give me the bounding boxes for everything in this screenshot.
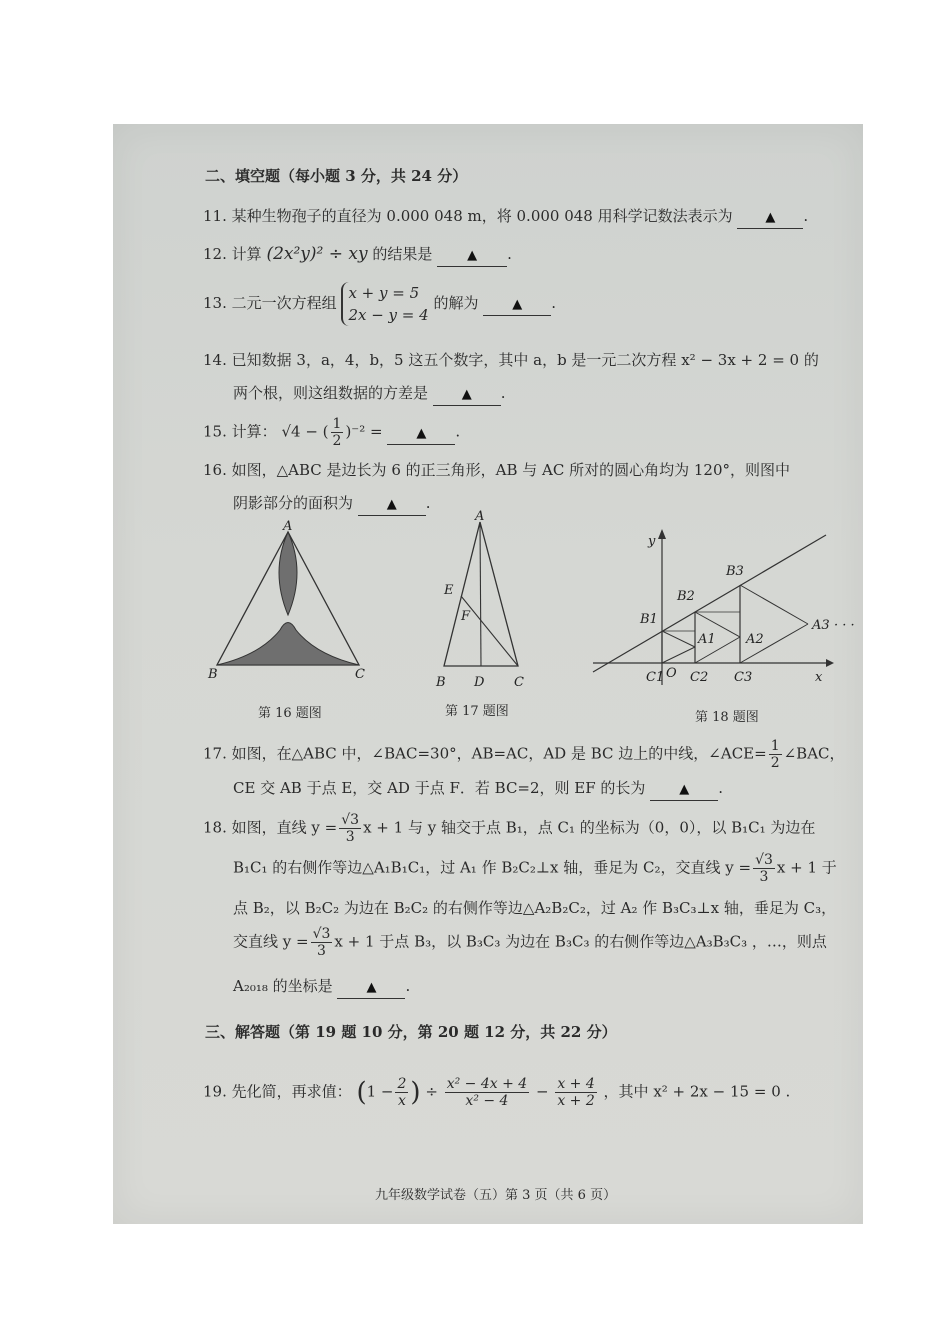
q19-right-paren: ) (410, 1077, 421, 1108)
q13-prefix: 二元一次方程组 (231, 294, 337, 312)
q16-number: 16. (203, 461, 227, 479)
q16-answer-blank (358, 493, 426, 516)
q13-answer-blank (483, 293, 551, 316)
q13-equation-system (341, 282, 428, 326)
q18-line2-b: x + 1 于 (776, 858, 837, 877)
question-16-line1 (203, 460, 790, 480)
q19-frac2-den: x² − 4 (465, 1093, 509, 1109)
q18-frac3-den: 3 (317, 943, 326, 959)
q17-text-prefix: 如图，在△ABC 中，∠BAC=30°，AB=AC，AD 是 BC 边上的中线，∠ACE= (231, 744, 767, 763)
q12-number: 12. (203, 245, 227, 263)
q18-fraction-1 (339, 812, 361, 845)
q17-frac-num: 1 (770, 738, 780, 754)
f17-label-F: F (461, 609, 471, 624)
question-18-line1 (203, 812, 815, 852)
q19-number: 19. (203, 1082, 227, 1101)
q12-expression: (2x²y)² ÷ xy (266, 244, 368, 264)
q18-line1-b: x + 1 与 y 轴交于点 B₁，点 C₁ 的坐标为（0，0），以 B₁C₁ 为边在 (363, 818, 816, 837)
figure-17 (428, 506, 538, 691)
q18-frac2-num: √3 (755, 852, 773, 868)
section3-title: 三、解答题（第 19 题 10 分，第 20 题 12 分，共 22 分） (205, 1023, 617, 1041)
f18-label-C3: C3 (734, 670, 753, 685)
q15-number: 15. (203, 422, 227, 441)
q16-text-line1: 如图，△ABC 是边长为 6 的正三角形，AB 与 AC 所对的圆心角均为 120°，则图中 (231, 461, 791, 479)
blank-triangle-icon: ▲ (467, 248, 478, 263)
q18-frac2-den: 3 (759, 869, 769, 885)
q19-frac3-den: x + 2 (557, 1093, 595, 1109)
f17-label-C: C (514, 675, 524, 690)
q13-number: 13. (203, 294, 227, 312)
question-18-line2 (233, 852, 837, 892)
q17-frac-den: 2 (770, 755, 780, 771)
f18-label-A2: A2 (746, 632, 764, 647)
f17-label-D: D (474, 675, 485, 690)
q19-suffix: ，其中 x² + 2x − 15 = 0 . (603, 1082, 791, 1101)
q17-text-suffix: ∠BAC， (783, 744, 845, 763)
page-footer: 九年级数学试卷（五）第 3 页（共 6 页） (375, 1188, 617, 1203)
question-18-line3: 点 B₂，以 B₂C₂ 为边在 B₂C₂ 的右侧作等边△A₂B₂C₂，过 A₂ 作 B₃C₃⊥x 轴，垂足为 C₃， (233, 899, 837, 917)
figure-18-caption: 第 18 题图 (695, 710, 759, 725)
q15-sqrt: √4 (281, 422, 301, 441)
q19-fraction-1 (395, 1076, 408, 1109)
blank-triangle-icon: ▲ (512, 297, 523, 312)
q19-divide: ÷ (425, 1082, 438, 1101)
q19-one-minus: 1 − (366, 1082, 394, 1101)
q13-equation-1: x + y = 5 (348, 284, 420, 302)
f16-label-C: C (355, 667, 365, 682)
q17-number: 17. (203, 744, 227, 763)
figure-16 (200, 520, 380, 690)
q15-fraction (331, 416, 344, 449)
f18-label-dots: · · · (834, 618, 855, 633)
f18-label-O: O (666, 666, 677, 681)
figure-17-caption: 第 17 题图 (445, 704, 509, 719)
q18-line2-a: B₁C₁ 的右侧作等边△A₁B₁C₁，过 A₁ 作 B₂C₂⊥x 轴，垂足为 C₂，交直线 y = (233, 858, 752, 877)
q19-frac3-num: x + 4 (557, 1076, 595, 1092)
question-19 (203, 1076, 790, 1120)
q14-text-line2: 两个根，则这组数据的方差是 (233, 384, 429, 402)
q18-answer-blank (337, 976, 405, 999)
q18-number: 18. (203, 818, 227, 837)
q15-prefix: 计算： (231, 422, 277, 441)
f18-label-B3: B3 (726, 564, 744, 579)
question-18-line4 (233, 926, 827, 966)
q15-suffix: )⁻² = (345, 422, 383, 441)
f18-label-A3: A3 (812, 618, 830, 633)
q18-line4-a: 交直线 y = (233, 932, 309, 951)
question-13: 13. 二元一次方程组 x + y = 5 2x − y = 4 的解为 ▲ . (203, 284, 557, 324)
q11-text: 某种生物孢子的直径为 0.000 048 m，将 0.000 048 用科学记数法表示为 (231, 207, 733, 225)
f18-label-B2: B2 (677, 589, 695, 604)
q18-frac3-num: √3 (312, 926, 331, 942)
f16-label-B: B (208, 667, 218, 682)
question-12: 12. 计算 (2x²y)² ÷ xy 的结果是 ▲ . (203, 244, 512, 267)
q18-frac1-num: √3 (341, 812, 360, 828)
q15-answer-blank (387, 422, 455, 445)
q18-line1-a: 如图，直线 y = (231, 818, 338, 837)
q16-text-line2: 阴影部分的面积为 (233, 494, 354, 512)
q12-answer-blank (437, 244, 507, 267)
q14-text-line1: 已知数据 3，a，4，b，5 这五个数字，其中 a，b 是一元二次方程 x² − 3x + 2 = 0 的 (231, 351, 819, 369)
q14-number: 14. (203, 351, 227, 369)
f16-label-A: A (283, 520, 293, 534)
question-17-line2: CE 交 AB 于点 E，交 AD 于点 F．若 BC=2，则 EF 的长为 ▲ . (233, 778, 723, 801)
q13-suffix: 的解为 (433, 294, 479, 312)
q13-equation-2: 2x − y = 4 (348, 306, 429, 324)
question-17-line1 (203, 738, 845, 772)
f17-label-B: B (436, 675, 446, 690)
q19-prefix: 先化简，再求值： (231, 1082, 352, 1101)
question-16-line2: 阴影部分的面积为 ▲ . (233, 493, 431, 516)
q18-line4-b: x + 1 于点 B₃，以 B₃C₃ 为边在 B₃C₃ 的右侧作等边△A₃B₃C₃ ，…，则点 (334, 932, 827, 951)
blank-triangle-icon: ▲ (679, 782, 690, 797)
figure-18 (588, 525, 863, 695)
q14-answer-blank (433, 383, 501, 406)
q11-number: 11. (203, 207, 227, 225)
q11-answer-blank (737, 206, 803, 229)
blank-triangle-icon: ▲ (765, 210, 776, 225)
q15-frac-num: 1 (332, 416, 342, 432)
question-11: 11. 某种生物孢子的直径为 0.000 048 m，将 0.000 048 用科学记数法表示为 ▲ . (203, 206, 808, 229)
q17-text-line2: CE 交 AB 于点 E，交 AD 于点 F．若 BC=2，则 EF 的长为 (233, 779, 646, 797)
section2-title: 二、填空题（每小题 3 分，共 24 分） (205, 167, 468, 185)
f18-label-x: x (815, 670, 823, 685)
f18-label-B1: B1 (640, 612, 658, 627)
q19-frac2-num: x² − 4x + 4 (446, 1076, 528, 1092)
figure-16-caption: 第 16 题图 (258, 706, 322, 721)
q18-line5-text: A₂₀₁₈ 的坐标是 (233, 977, 333, 995)
f18-label-A1: A1 (698, 632, 716, 647)
q12-prefix: 计算 (231, 245, 262, 263)
blank-triangle-icon: ▲ (461, 387, 472, 402)
q19-frac1-num: 2 (397, 1076, 407, 1092)
f17-label-E: E (444, 583, 454, 598)
f18-label-C2: C2 (690, 670, 709, 685)
q18-frac1-den: 3 (345, 829, 355, 845)
q17-fraction (769, 738, 782, 771)
q19-frac1-den: x (397, 1093, 406, 1109)
blank-triangle-icon: ▲ (366, 980, 377, 995)
q19-fraction-2 (445, 1076, 529, 1109)
q19-fraction-3 (555, 1076, 596, 1109)
q18-fraction-2 (753, 852, 775, 885)
q15-minus: − ( (300, 422, 329, 441)
blank-triangle-icon: ▲ (386, 497, 397, 512)
question-15: 15. 计算： √4 − ( $\frac{1}{2}$ )⁻² = ▲ . (203, 416, 461, 449)
q17-answer-blank (650, 778, 718, 801)
question-14-line1 (203, 350, 819, 370)
q19-minus: − (535, 1082, 549, 1101)
q19-left-paren: ( (356, 1077, 367, 1108)
q12-suffix: 的结果是 (372, 245, 433, 263)
f18-label-y: y (648, 534, 656, 549)
blank-triangle-icon: ▲ (416, 425, 427, 441)
q15-frac-den: 2 (332, 433, 342, 449)
q18-fraction-3 (311, 926, 333, 959)
question-18-line5: A₂₀₁₈ 的坐标是 ▲ . (233, 976, 410, 999)
f18-label-C1: C1 (646, 670, 665, 685)
f17-label-A: A (475, 509, 485, 524)
question-14-line2: 两个根，则这组数据的方差是 ▲ . (233, 383, 506, 406)
